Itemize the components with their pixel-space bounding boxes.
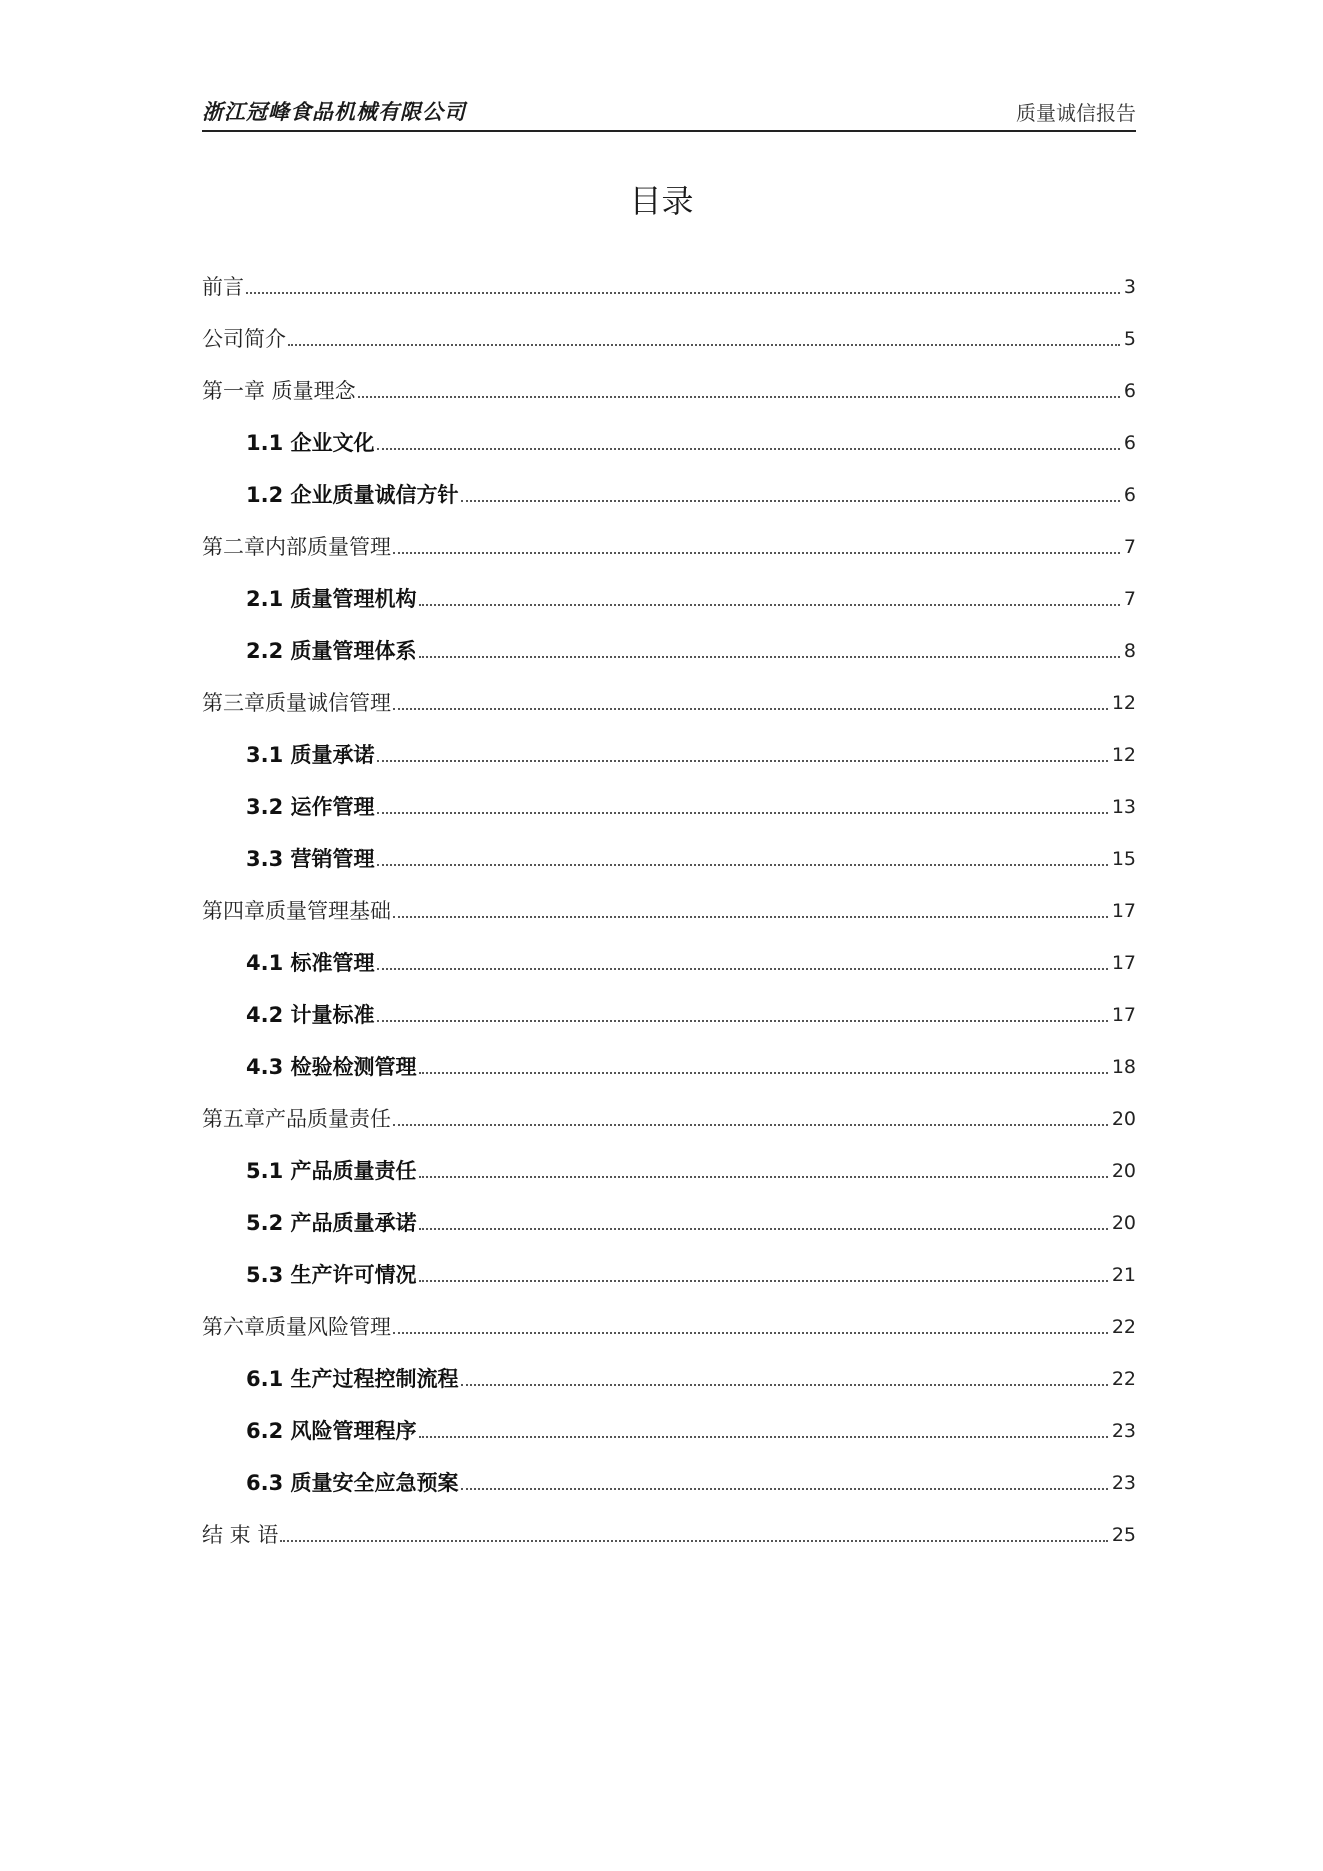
toc-page-number: 23	[1111, 1420, 1136, 1442]
toc-chapter-entry[interactable]	[202, 352, 1136, 404]
toc-chapter-entry[interactable]	[202, 1496, 1136, 1548]
toc-entry-label: 公司简介	[202, 327, 286, 351]
toc-entry-label: 6.2 风险管理程序	[246, 1419, 417, 1443]
toc-section-entry[interactable]	[202, 1132, 1136, 1184]
toc-page-number: 23	[1111, 1472, 1136, 1494]
toc-dot-leader	[419, 1071, 1108, 1074]
toc-page-number: 3	[1123, 276, 1136, 298]
toc-page-number: 17	[1111, 900, 1136, 922]
toc-page-number: 25	[1111, 1524, 1136, 1546]
toc-chapter-entry[interactable]	[202, 508, 1136, 560]
toc-dot-leader	[358, 395, 1120, 398]
toc-page-number: 20	[1111, 1108, 1136, 1130]
toc-dot-leader	[461, 1487, 1108, 1490]
header-document-title: 质量诚信报告	[1016, 101, 1136, 125]
toc-dot-leader	[393, 551, 1120, 554]
toc-entry-label: 1.1 企业文化	[246, 431, 375, 455]
toc-section-entry[interactable]	[202, 820, 1136, 872]
toc-entry-label: 4.3 检验检测管理	[246, 1055, 417, 1079]
toc-entry-label: 5.1 产品质量责任	[246, 1159, 417, 1183]
toc-page-number: 21	[1111, 1264, 1136, 1286]
toc-entry-label: 3.2 运作管理	[246, 795, 375, 819]
toc-entry-label: 5.2 产品质量承诺	[246, 1211, 417, 1235]
toc-page-number: 17	[1111, 1004, 1136, 1026]
toc-page-number: 8	[1123, 640, 1136, 662]
toc-title: 目录	[629, 182, 694, 220]
toc-chapter-entry[interactable]	[202, 872, 1136, 924]
page-header	[202, 96, 1136, 132]
toc-page-number: 7	[1123, 588, 1136, 610]
toc-page-number: 18	[1111, 1056, 1136, 1078]
toc-entry-label: 4.2 计量标准	[246, 1003, 375, 1027]
toc-section-entry[interactable]	[202, 404, 1136, 456]
toc-entry-label: 第四章质量管理基础	[202, 899, 391, 923]
toc-entry-label: 第五章产品质量责任	[202, 1107, 391, 1131]
toc-page-number: 22	[1111, 1368, 1136, 1390]
toc-dot-leader	[288, 343, 1120, 346]
toc-entry-label: 第一章 质量理念	[202, 379, 356, 403]
toc-section-entry[interactable]	[202, 1392, 1136, 1444]
toc-dot-leader	[393, 1123, 1108, 1126]
toc-dot-leader	[377, 863, 1108, 866]
toc-dot-leader	[377, 447, 1120, 450]
toc-entry-label: 6.3 质量安全应急预案	[246, 1471, 459, 1495]
toc-page-number: 13	[1111, 796, 1136, 818]
toc-entry-label: 第二章内部质量管理	[202, 535, 391, 559]
toc-section-entry[interactable]	[202, 1028, 1136, 1080]
toc-chapter-entry[interactable]	[202, 1080, 1136, 1132]
toc-chapter-entry[interactable]	[202, 300, 1136, 352]
toc-entry-label: 3.3 营销管理	[246, 847, 375, 871]
toc-entry-label: 结 束 语	[202, 1523, 279, 1547]
toc-chapter-entry[interactable]	[202, 248, 1136, 300]
toc-dot-leader	[461, 1383, 1108, 1386]
toc-section-entry[interactable]	[202, 768, 1136, 820]
toc-page-number: 5	[1123, 328, 1136, 350]
toc-page-number: 6	[1123, 484, 1136, 506]
toc-entry-label: 前言	[202, 275, 244, 299]
toc-dot-leader	[377, 811, 1108, 814]
toc-dot-leader	[377, 759, 1108, 762]
toc-entry-label: 5.3 生产许可情况	[246, 1263, 417, 1287]
toc-entry-label: 2.1 质量管理机构	[246, 587, 417, 611]
toc-chapter-entry[interactable]	[202, 1288, 1136, 1340]
toc-entry-label: 4.1 标准管理	[246, 951, 375, 975]
toc-chapter-entry[interactable]	[202, 664, 1136, 716]
toc-dot-leader	[419, 603, 1120, 606]
toc-entry-label: 第六章质量风险管理	[202, 1315, 391, 1339]
toc-page-number: 6	[1123, 432, 1136, 454]
toc-page-number: 20	[1111, 1212, 1136, 1234]
header-company-name: 浙江冠峰食品机械有限公司	[202, 100, 466, 124]
toc-dot-leader	[393, 1331, 1108, 1334]
toc-entry-label: 2.2 质量管理体系	[246, 639, 417, 663]
toc-page-number: 7	[1123, 536, 1136, 558]
toc-dot-leader	[393, 707, 1108, 710]
toc-section-entry[interactable]	[202, 1444, 1136, 1496]
table-of-contents	[202, 248, 1136, 1548]
toc-page-number: 15	[1111, 848, 1136, 870]
toc-page-number: 20	[1111, 1160, 1136, 1182]
toc-dot-leader	[419, 1435, 1108, 1438]
toc-section-entry[interactable]	[202, 456, 1136, 508]
toc-entry-label: 3.1 质量承诺	[246, 743, 375, 767]
toc-dot-leader	[377, 1019, 1108, 1022]
toc-section-entry[interactable]	[202, 924, 1136, 976]
toc-dot-leader	[246, 291, 1120, 294]
toc-dot-leader	[377, 967, 1108, 970]
toc-page-number: 12	[1111, 744, 1136, 766]
toc-dot-leader	[419, 1279, 1108, 1282]
toc-entry-label: 6.1 生产过程控制流程	[246, 1367, 459, 1391]
toc-dot-leader	[461, 499, 1120, 502]
toc-dot-leader	[280, 1539, 1107, 1542]
toc-section-entry[interactable]	[202, 976, 1136, 1028]
toc-dot-leader	[419, 655, 1120, 658]
toc-dot-leader	[393, 915, 1108, 918]
toc-section-entry[interactable]	[202, 612, 1136, 664]
toc-dot-leader	[419, 1175, 1108, 1178]
toc-page-number: 22	[1111, 1316, 1136, 1338]
toc-entry-label: 1.2 企业质量诚信方针	[246, 483, 459, 507]
toc-section-entry[interactable]	[202, 560, 1136, 612]
toc-dot-leader	[419, 1227, 1108, 1230]
toc-page-number: 12	[1111, 692, 1136, 714]
toc-entry-label: 第三章质量诚信管理	[202, 691, 391, 715]
toc-section-entry[interactable]	[202, 1340, 1136, 1392]
toc-page-number: 17	[1111, 952, 1136, 974]
toc-section-entry[interactable]	[202, 716, 1136, 768]
toc-section-entry[interactable]	[202, 1184, 1136, 1236]
toc-page-number: 6	[1123, 380, 1136, 402]
toc-section-entry[interactable]	[202, 1236, 1136, 1288]
